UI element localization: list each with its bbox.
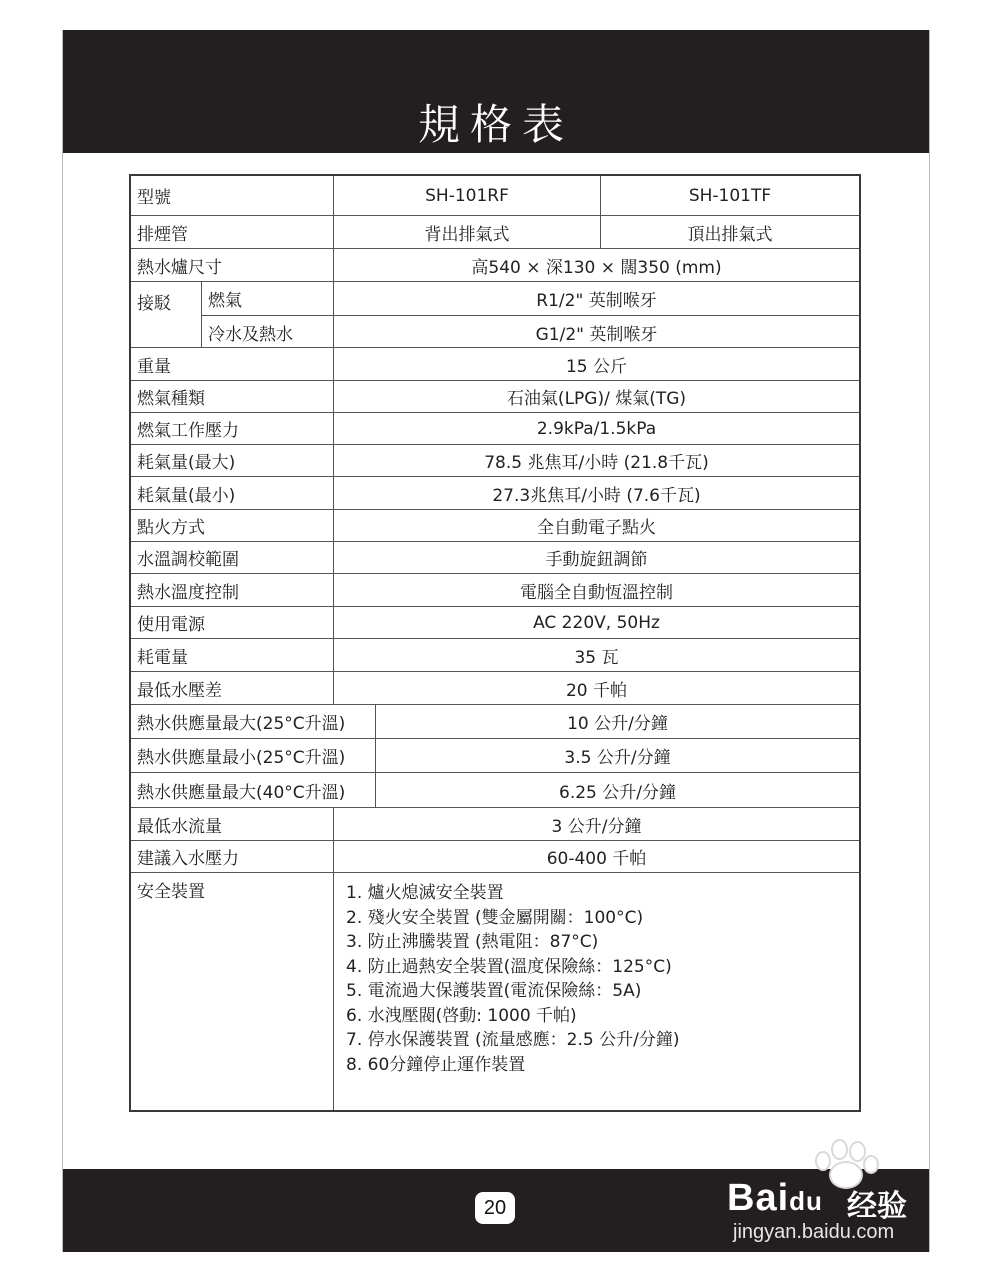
table-row [131, 704, 859, 738]
row-value: 電腦全自動恆溫控制 [333, 574, 859, 606]
watermark-suffix: 经验 [847, 1189, 907, 1224]
table-row [131, 738, 859, 772]
row-value: 6.25 公升/分鐘 [375, 773, 859, 807]
gas-label: 燃氣 [201, 282, 333, 315]
table-row [131, 772, 859, 807]
row-value: 高540 × 深130 × 闊350 (mm) [333, 249, 859, 281]
row-value: 3.5 公升/分鐘 [375, 739, 859, 772]
list-item: 8. 60分鐘停止運作裝置 [346, 1054, 526, 1075]
row-label: 重量 [137, 356, 171, 377]
list-item: 6. 水洩壓閥(啓動: 1000 千帕) [346, 1005, 577, 1026]
list-item: 1. 爐火熄滅安全裝置 [346, 883, 504, 903]
row-value: 27.3兆焦耳/小時 (7.6千瓦) [333, 477, 859, 509]
row-label: 熱水爐尺寸 [137, 257, 222, 278]
water-label: 冷水及熱水 [201, 315, 333, 348]
table-row [131, 380, 859, 412]
table-row [131, 606, 859, 638]
water-value: G1/2" 英制喉牙 [333, 315, 859, 348]
flue-tf: 頂出排氣式 [600, 216, 859, 248]
row-value: 60-400 千帕 [333, 841, 859, 872]
table-row [131, 215, 859, 248]
page-number: 20 [475, 1192, 515, 1224]
table-row [131, 176, 859, 215]
table-row [131, 412, 859, 444]
row-label: 熱水供應量最大(40°C升溫) [137, 782, 346, 803]
list-item: 3. 防止沸騰裝置 (熱電阻：87°C) [346, 932, 599, 952]
row-label: 點火方式 [137, 518, 205, 538]
flue-rf: 背出排氣式 [333, 216, 600, 248]
table-row [131, 281, 859, 347]
row-label: 熱水溫度控制 [137, 582, 239, 603]
list-item: 2. 殘火安全裝置 (雙金屬開關：100°C) [346, 907, 644, 928]
table-row [131, 840, 859, 872]
row-label: 熱水供應量最小(25°C升溫) [137, 748, 346, 768]
row-label: 耗電量 [137, 647, 188, 668]
watermark-logo: Baidu [727, 1177, 823, 1219]
connection-label: 接駁 [137, 294, 171, 314]
row-label: 排煙管 [137, 224, 188, 245]
row-value: AC 220V, 50Hz [333, 607, 859, 638]
model-tf: SH-101TF [600, 176, 859, 215]
row-label: 燃氣工作壓力 [137, 421, 239, 441]
row-label: 耗氣量(最大) [137, 453, 236, 473]
list-item: 7. 停水保護裝置 (流量感應：2.5 公升/分鐘) [346, 1030, 680, 1050]
table-row [131, 573, 859, 606]
gas-value: R1/2" 英制喉牙 [333, 282, 859, 315]
row-label: 型號 [137, 188, 171, 208]
row-value: 78.5 兆焦耳/小時 (21.8千瓦) [333, 445, 859, 476]
model-rf: SH-101RF [333, 176, 600, 215]
row-label: 熱水供應量最大(25°C升溫) [137, 714, 346, 734]
table-row [131, 509, 859, 541]
table-row [131, 671, 859, 704]
table-row [131, 347, 859, 380]
row-value: 15 公斤 [333, 348, 859, 380]
row-label: 水溫調校範圍 [137, 550, 239, 570]
header-bar [63, 30, 929, 153]
table-row [131, 444, 859, 476]
table-row [131, 248, 859, 281]
row-value: 20 千帕 [333, 672, 859, 704]
list-item: 4. 防止過熱安全裝置(溫度保險絲：125°C) [346, 956, 672, 977]
row-label: 使用電源 [137, 615, 205, 635]
row-value: 35 瓦 [333, 639, 859, 671]
row-value: 全自動電子點火 [333, 510, 859, 541]
table-row [131, 541, 859, 573]
page-title: 規格表 [417, 100, 574, 149]
row-value: 2.9kPa/1.5kPa [333, 413, 859, 444]
row-value: 10 公升/分鐘 [375, 705, 859, 738]
row-label: 燃氣種類 [137, 389, 205, 409]
spec-table [129, 174, 861, 1112]
row-value: 石油氣(LPG)/ 煤氣(TG) [333, 381, 859, 412]
watermark-url: jingyan.baidu.com [733, 1221, 895, 1243]
list-item: 5. 電流過大保護裝置(電流保險絲：5A) [346, 981, 642, 1001]
safety-list [346, 881, 679, 1077]
table-row [131, 807, 859, 840]
table-row [131, 476, 859, 509]
row-label: 最低水流量 [137, 816, 222, 837]
row-label: 最低水壓差 [137, 680, 222, 701]
row-value: 手動旋鈕調節 [333, 542, 859, 573]
row-value: 3 公升/分鐘 [333, 808, 859, 840]
table-row [131, 872, 859, 1110]
row-label: 建議入水壓力 [137, 849, 239, 869]
safety-label: 安全裝置 [137, 882, 205, 902]
footer-bar [63, 1169, 929, 1252]
baidu-watermark [707, 1171, 927, 1245]
row-label: 耗氣量(最小) [137, 485, 236, 506]
table-row [131, 638, 859, 671]
